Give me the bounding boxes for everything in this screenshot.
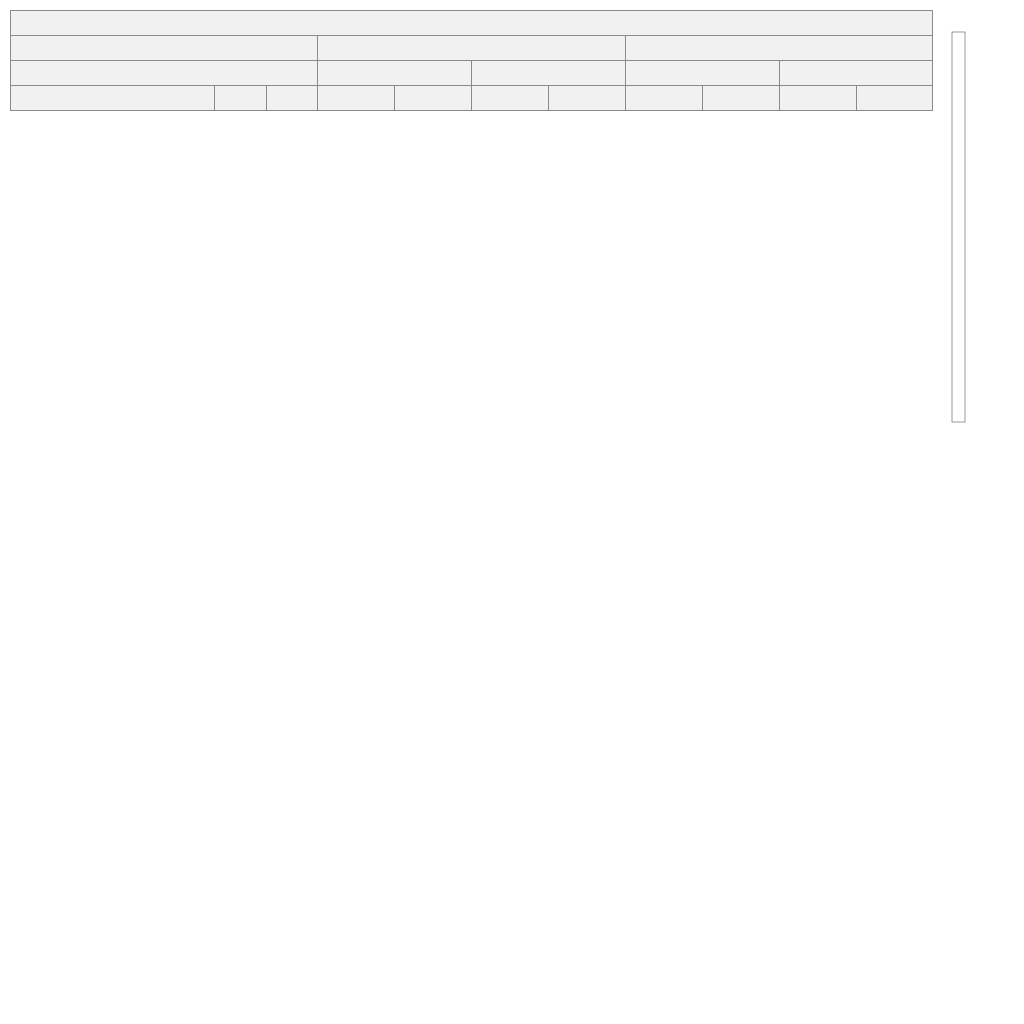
column-header-std-high-oblique2 xyxy=(857,86,933,111)
column-header-city xyxy=(11,86,215,111)
table-title xyxy=(11,11,933,36)
site-info-header xyxy=(11,61,318,86)
column-header-avg-high-oblique2 xyxy=(549,86,626,111)
std-low-mode-header xyxy=(626,61,780,86)
colorbar xyxy=(945,25,1024,465)
avg-low-mode-header xyxy=(318,61,472,86)
date-range xyxy=(11,36,318,61)
column-header-freq xyxy=(267,86,318,111)
average-group-header xyxy=(318,36,626,61)
column-header-avg-low-oblique1 xyxy=(318,86,395,111)
std-high-mode-header xyxy=(780,61,933,86)
avg-high-mode-header xyxy=(472,61,626,86)
column-header-id xyxy=(215,86,267,111)
comparison-table xyxy=(10,10,933,111)
column-header-avg-low-oblique2 xyxy=(395,86,472,111)
column-header-std-high-oblique1 xyxy=(780,86,857,111)
column-header-std-low-oblique1 xyxy=(626,86,703,111)
column-header-avg-high-oblique1 xyxy=(472,86,549,111)
stddev-group-header xyxy=(626,36,933,61)
colorbar-gradient xyxy=(952,32,965,422)
column-header-std-low-oblique2 xyxy=(703,86,780,111)
